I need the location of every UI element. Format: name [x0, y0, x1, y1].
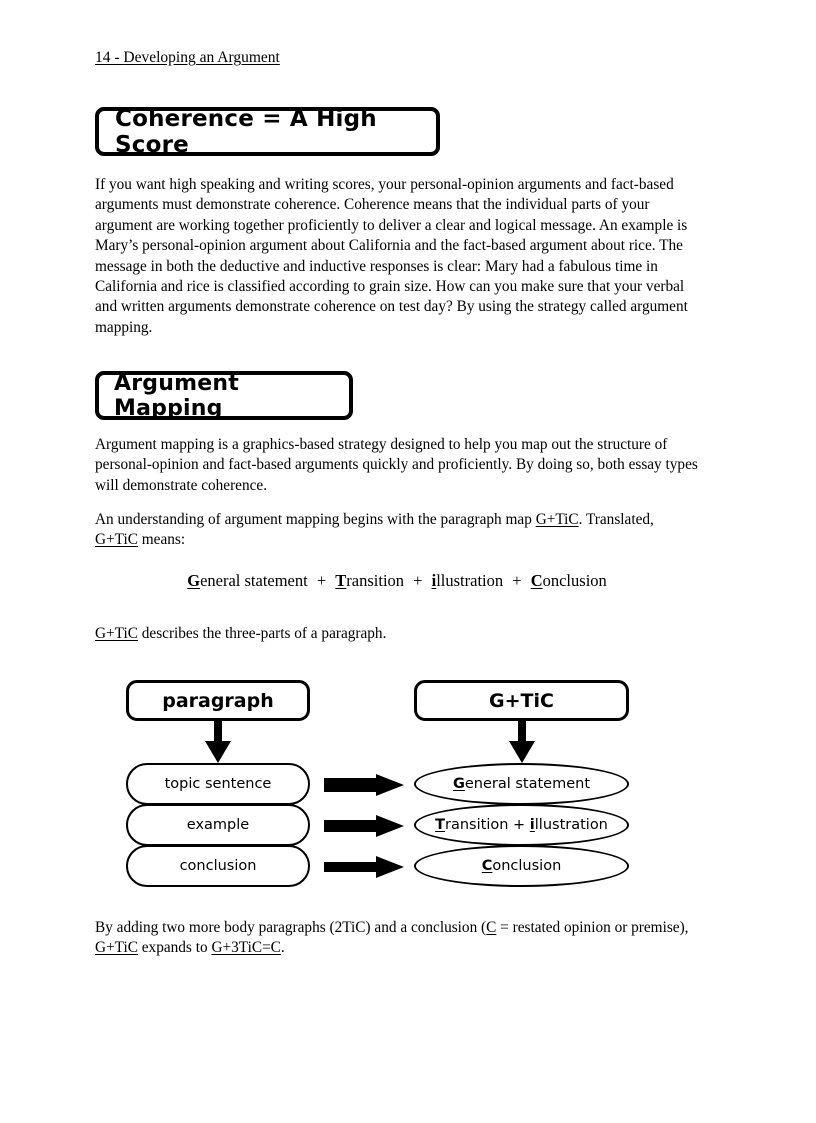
formula-plus-2: + — [413, 571, 423, 590]
pill-example — [126, 804, 310, 846]
heading-box-coherence — [95, 107, 440, 156]
formula-t-initial: T — [335, 571, 347, 590]
pill-c-rest: onclusion — [492, 858, 562, 874]
arrow-right-row3-icon — [324, 856, 404, 878]
pill-t-initial: T — [435, 817, 446, 833]
paragraph-coherence: If you want high speaking and writing scores, your personal-opinion arguments and fact-based arguments must demonstrate coherence. Coherence means that the individual parts of your argument are working together proficiently to deliver a clear and logical message. An example is Mary’s personal-opinion argument about California and the fact-based argument about rice. The message in both the deductive and inductive responses is clear: Mary had a fabulous time in California and rice is classified according to grain size. How can you make sure that your verbal and written arguments demonstrate coherence on test day? By using the strategy called argument mapping. — [95, 176, 688, 336]
formula-plus-1: + — [316, 571, 327, 590]
pill-g-initial: G — [452, 776, 465, 792]
formula-t-rest: ransition — [346, 571, 405, 590]
pill-topic-sentence-label: topic sentence — [164, 776, 272, 792]
heading-box-argument-mapping — [95, 371, 353, 420]
pill-transition-illustration-label — [435, 817, 608, 833]
paragraph-mapping-intro: Argument mapping is a graphics-based strategy designed to help you map out the structure of personal-opinion and fact-based arguments quickly and proficiently. By doing so, both essay types will demonstrate coherence. — [95, 436, 698, 494]
pill-i-initial: i — [529, 817, 535, 833]
definition-text-b: . Translated, — [578, 511, 654, 528]
diagram-header-gtic — [414, 680, 629, 721]
arrow-right-row2-icon — [324, 815, 404, 837]
formula-i-initial: i — [431, 571, 437, 590]
term-gtic-3: G+TiC — [95, 625, 138, 642]
definition-text-c: means: — [137, 531, 186, 549]
paragraph-expansion — [95, 918, 699, 959]
term-gtic-2: G+TiC — [95, 531, 138, 549]
page-header — [95, 49, 280, 68]
arrow-down-right-icon — [507, 721, 537, 765]
pill-conclusion-right-label — [482, 858, 562, 874]
page-header-separator: - — [110, 49, 124, 66]
pill-conclusion-right — [414, 845, 629, 887]
pill-g-rest: eneral statement — [464, 776, 591, 792]
argument-mapping-diagram — [0, 660, 816, 895]
pill-conclusion — [126, 845, 310, 887]
arrow-down-left-icon — [203, 721, 233, 765]
formula-c-rest: onclusion — [542, 571, 607, 590]
pill-general-statement-label — [453, 776, 590, 792]
paragraph-mapping-definition — [95, 510, 699, 551]
expansion-text-c: expands to — [137, 939, 212, 957]
diagram-header-gtic-label: G+TiC — [489, 689, 554, 712]
describes-rest: describes the three-parts of a paragraph. — [137, 625, 387, 642]
term-gtic-1: G+TiC — [535, 511, 579, 528]
page-header-text — [95, 49, 280, 66]
formula-gtic-expansion — [95, 571, 699, 591]
diagram-header-paragraph-label: paragraph — [162, 689, 274, 712]
page-header-title: Developing an Argument — [123, 49, 280, 66]
pill-transition-illustration — [414, 804, 629, 846]
pill-c-initial: C — [481, 858, 493, 874]
term-g3tic: G+3TiC=C — [211, 939, 281, 957]
definition-text-a: An understanding of argument mapping begins with the paragraph map — [95, 511, 536, 528]
formula-plus-3: + — [512, 571, 522, 590]
formula-i-rest: llustration — [436, 571, 504, 590]
pill-general-statement — [414, 763, 629, 805]
paragraph-describes — [95, 624, 699, 644]
expansion-text-b: = restated opinion or premise), — [496, 919, 689, 936]
expansion-text-d: . — [280, 939, 285, 957]
diagram-header-paragraph — [126, 680, 310, 721]
heading-argument-mapping-label: Argument Mapping — [114, 370, 239, 421]
formula-g-initial: G — [187, 571, 201, 590]
pill-example-label: example — [186, 817, 250, 833]
formula-g-rest: eneral statement — [200, 571, 308, 590]
pill-conclusion-label: conclusion — [179, 858, 257, 874]
heading-coherence-label: Coherence = A High Score — [115, 105, 377, 158]
page-number: 14 — [95, 49, 111, 66]
pill-t-rest: ransition + — [445, 817, 530, 833]
term-c: C — [486, 919, 497, 936]
pill-topic-sentence — [126, 763, 310, 805]
term-gtic-4: G+TiC — [95, 939, 138, 957]
pill-i-rest: llustration — [534, 817, 608, 833]
arrow-right-row1-icon — [324, 774, 404, 796]
formula-c-initial: C — [530, 571, 543, 590]
expansion-text-a: By adding two more body paragraphs (2TiC) and a conclusion ( — [95, 919, 487, 936]
